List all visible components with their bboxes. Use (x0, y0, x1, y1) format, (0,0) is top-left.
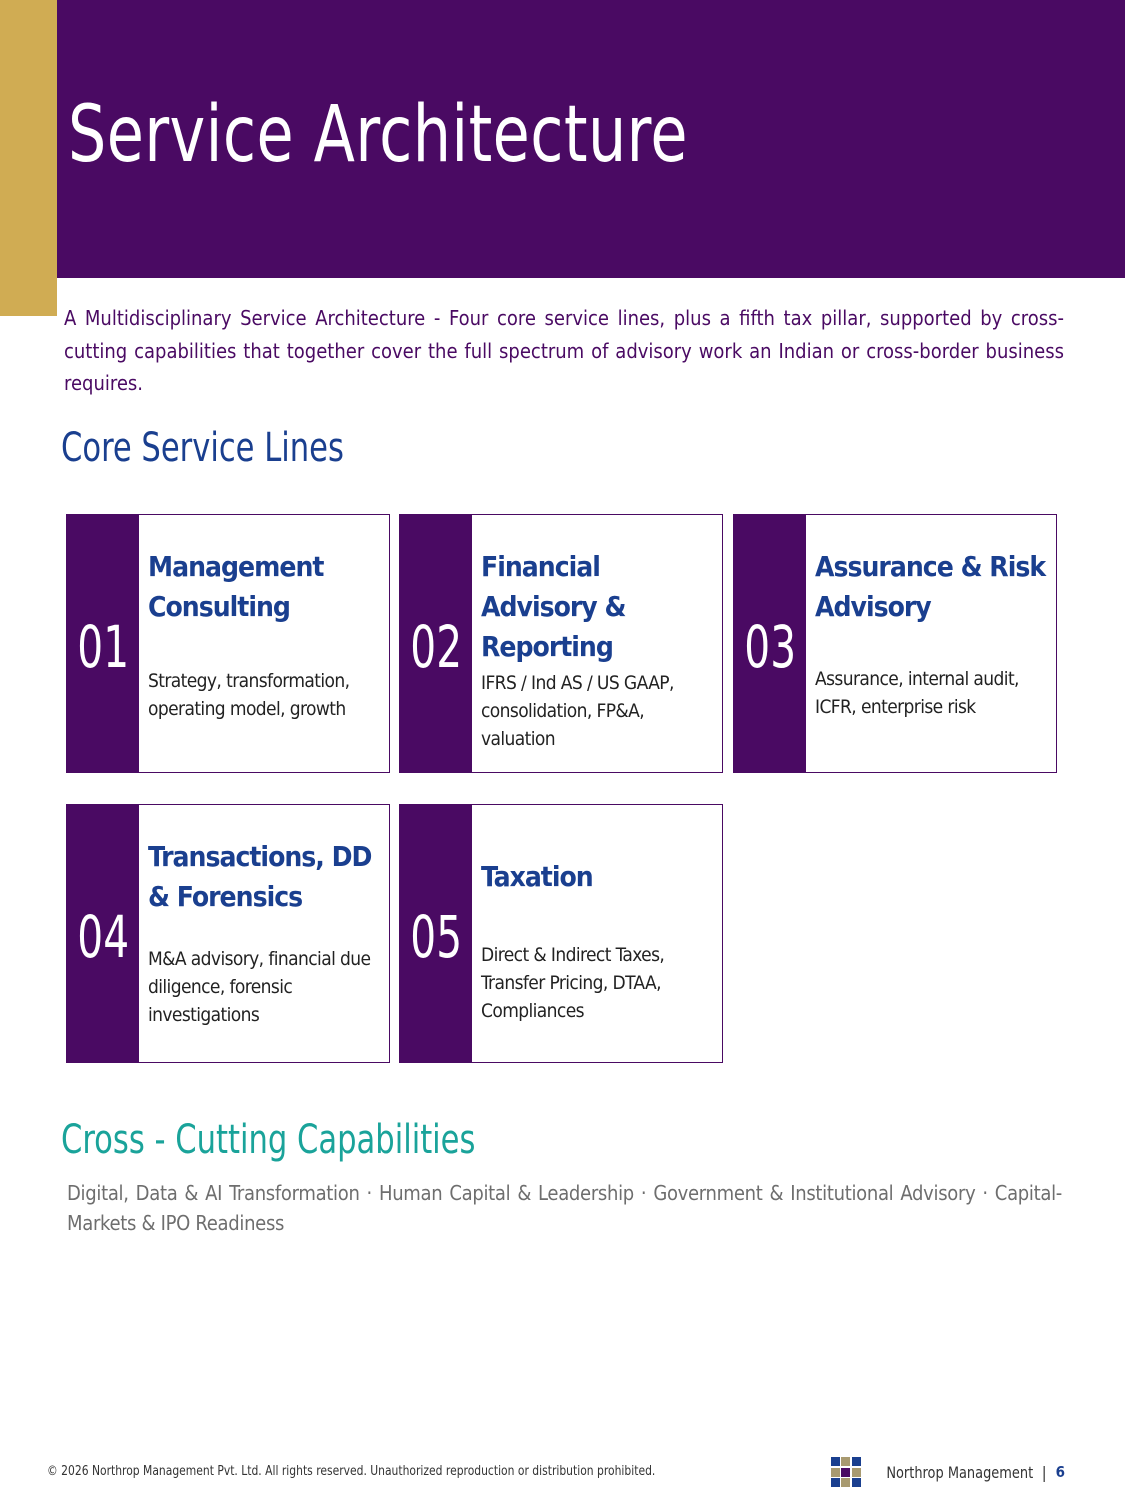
logo-square (841, 1468, 850, 1477)
northrop-grid-logo-icon (831, 1457, 861, 1487)
logo-square (831, 1457, 840, 1466)
logo-square (831, 1478, 840, 1487)
gold-accent-bar (0, 0, 57, 316)
card-description: Strategy, transformation, operating model, growth (148, 670, 350, 720)
card-number-text: 03 (744, 612, 796, 681)
footer-separator: | (1041, 1462, 1047, 1482)
page-title: Service Architecture (68, 90, 688, 180)
logo-square (841, 1457, 850, 1466)
card-title: Management Consulting (148, 550, 324, 623)
card-number-text: 05 (410, 902, 462, 971)
logo-square (852, 1457, 861, 1466)
card-description: Direct & Indirect Taxes, Transfer Pricing, DTAA, Compliances (481, 944, 665, 1022)
footer-copyright: © 2026 Northrop Management Pvt. Ltd. All rights reserved. Unauthorized reproduction or distribution prohibited. (47, 1464, 656, 1479)
card-number (734, 515, 806, 772)
cross-cutting-heading: Cross - Cutting Capabilities (61, 1117, 476, 1163)
card-description: IFRS / Ind AS / US GAAP, consolidation, FP&A, valuation (481, 672, 674, 750)
logo-square (852, 1478, 861, 1487)
card-description: M&A advisory, financial due diligence, forensic investigations (148, 948, 371, 1026)
card-title: Transactions, DD & Forensics (148, 840, 372, 913)
service-card-management-consulting (66, 514, 390, 773)
footer-brand-name: Northrop Management (885, 1462, 1033, 1482)
footer-branding (831, 1457, 1065, 1487)
card-number-text: 04 (77, 902, 129, 971)
card-number-text: 01 (77, 612, 129, 681)
service-card-assurance-risk (733, 514, 1057, 773)
logo-square (831, 1468, 840, 1477)
capabilities-list: Digital, Data & AI Transformation · Human Capital & Leadership · Government & Institutional Advisory · Capital-Markets & IPO Readiness (67, 1181, 1062, 1235)
card-number (67, 805, 139, 1062)
service-card-taxation (399, 804, 723, 1063)
card-number (400, 515, 472, 772)
card-title: Taxation (481, 860, 593, 893)
card-number (67, 515, 139, 772)
card-title: Assurance & Risk Advisory (815, 550, 1046, 623)
card-number (400, 805, 472, 1062)
card-description: Assurance, internal audit, ICFR, enterprise risk (815, 668, 1019, 718)
core-service-lines-heading: Core Service Lines (61, 425, 344, 471)
card-title: Financial Advisory & Reporting (481, 550, 626, 663)
intro-paragraph: A Multidisciplinary Service Architecture - Four core service lines, plus a fifth tax pillar, supported by cross-cutting capabilities that together cover the full spectrum of advisory work an Indian or cross-border business requires. (64, 306, 1064, 395)
page-number: 6 (1055, 1463, 1065, 1481)
service-card-transactions (66, 804, 390, 1063)
service-card-financial-advisory (399, 514, 723, 773)
logo-square (852, 1468, 861, 1477)
logo-square (841, 1478, 850, 1487)
card-number-text: 02 (410, 612, 462, 681)
